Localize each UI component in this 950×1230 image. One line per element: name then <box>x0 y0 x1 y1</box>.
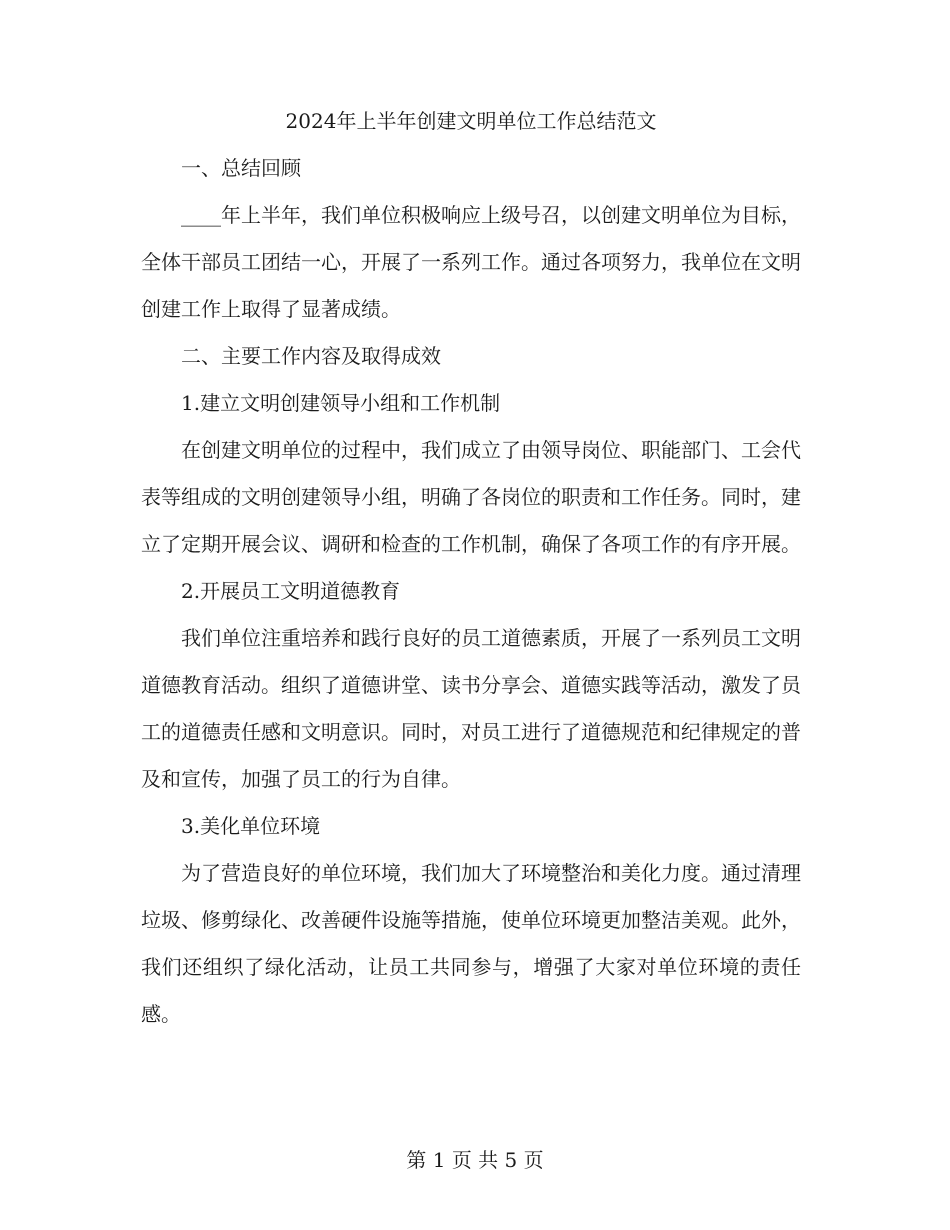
page-number-footer: 第 1 页 共 5 页 <box>406 1148 544 1172</box>
subheading-environment: 3.美化单位环境 <box>181 814 321 838</box>
section-heading-review: 一、总结回顾 <box>181 156 301 180</box>
paragraph-environment: 为了营造良好的单位环境，我们加大了环境整治和美化力度。通过清理垃圾、修剪绿化、改善硬件设施等措施，使单位环境更加整洁美观。此外，我们还组织了绿化活动，让员工共同参与，增强了大家对单位环境的责任感。 <box>141 861 801 1026</box>
subheading-leadership-group: 1.建立文明创建领导小组和工作机制 <box>181 391 501 415</box>
document-title: 2024年上半年创建文明单位工作总结范文 <box>285 109 657 133</box>
paragraph-review: ____年上半年，我们单位积极响应上级号召，以创建文明单位为目标，全体干部员工团结一心，开展了一系列工作。通过各项努力，我单位在文明创建工作上取得了显著成绩。 <box>141 203 801 321</box>
document-body <box>141 98 801 1038</box>
section-heading-main-work: 二、主要工作内容及取得成效 <box>181 344 441 368</box>
paragraph-moral-education: 我们单位注重培养和践行良好的员工道德素质，开展了一系列员工文明道德教育活动。组织了道德讲堂、读书分享会、道德实践等活动，激发了员工的道德责任感和文明意识。同时，对员工进行了道德规范和纪律规定的普及和宣传，加强了员工的行为自律。 <box>141 626 801 791</box>
subheading-moral-education: 2.开展员工文明道德教育 <box>181 579 401 603</box>
paragraph-leadership-group: 在创建文明单位的过程中，我们成立了由领导岗位、职能部门、工会代表等组成的文明创建领导小组，明确了各岗位的职责和工作任务。同时，建立了定期开展会议、调研和检查的工作机制，确保了各项工作的有序开展。 <box>141 438 801 556</box>
